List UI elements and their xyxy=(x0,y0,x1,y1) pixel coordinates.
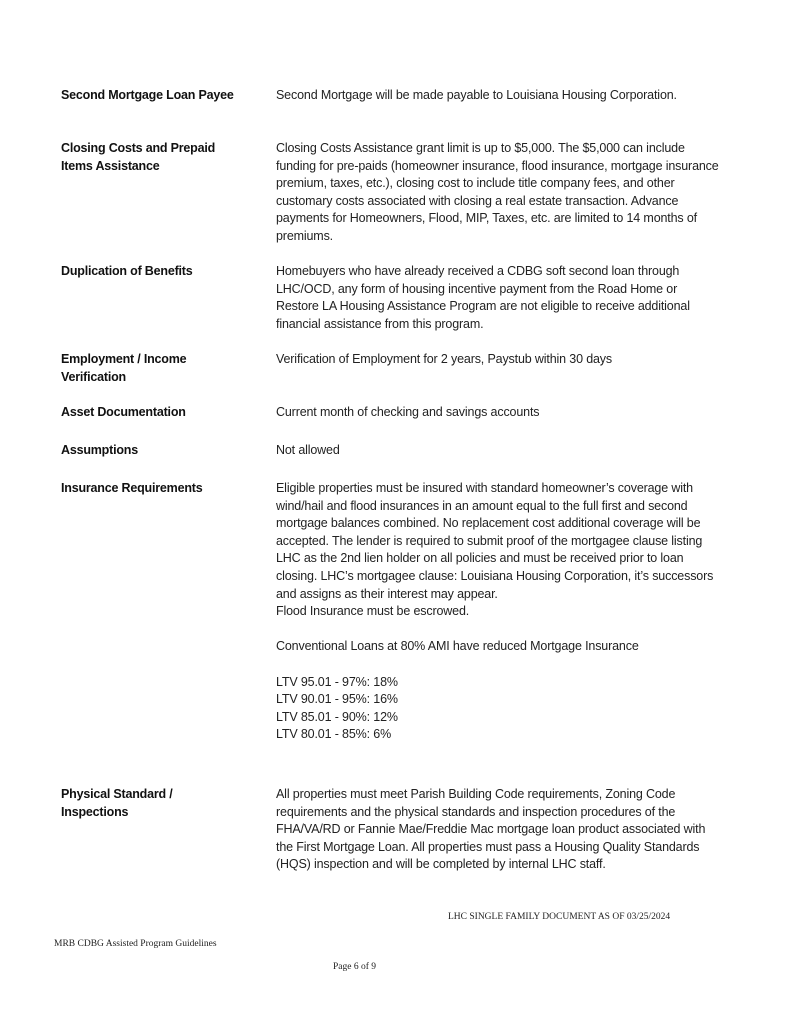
ltv-line: LTV 85.01 - 90%: 12% xyxy=(276,709,398,724)
row-label: Closing Costs and Prepaid Items Assistance xyxy=(61,141,216,173)
page-number: Page 6 of 9 xyxy=(333,962,377,972)
row-label: Employment / Income Verification xyxy=(61,352,187,384)
row-value: All properties must meet Parish Building Code requirements, Zoning Code requirements and the physical standards and inspection procedures of the FHA/VA/RD or Fannie Mae/Freddie Mac mortgage loan product associated with the First Mortgage Loan. All properties must pass a Housing Quality Standards (HQS) inspection and will be completed by internal LHC staff. xyxy=(276,787,706,872)
row-value: Second Mortgage will be made payable to Louisiana Housing Corporation. xyxy=(276,88,677,102)
row-value: Current month of checking and savings accounts xyxy=(276,405,540,419)
row-value: Not allowed xyxy=(276,443,340,457)
insurance-paragraph: Eligible properties must be insured with standard homeowner’s coverage with wind/hail and flood insurances in an amount equal to the full first and second mortgage balances combined. No replacement cost additional coverage will be accepted. The lender is required to submit proof of the mortgagee clause listing LHC as the 2nd lien holder on all policies and must be received prior to loan closing. LHC’s mortgagee clause: Louisiana Housing Corporation, it’s successors and assigns as their interest may appear. xyxy=(276,481,714,601)
row-label: Assumptions xyxy=(61,443,138,457)
flood-escrow-note: Flood Insurance must be escrowed. xyxy=(276,604,470,619)
row-label: Insurance Requirements xyxy=(61,481,203,495)
conventional-loans-note: Conventional Loans at 80% AMI have reduced Mortgage Insurance xyxy=(276,639,639,654)
row-value xyxy=(276,480,721,744)
row-label: Asset Documentation xyxy=(61,405,186,419)
row-value: Homebuyers who have already received a CDBG soft second loan through LHC/OCD, any form of housing incentive payment from the Road Home or Restore LA Housing Assistance Program are not eligible to receive additional financial assistance from this program. xyxy=(276,264,690,331)
row-label: Physical Standard / Inspections xyxy=(61,787,173,819)
footer-document-title: MRB CDBG Assisted Program Guidelines xyxy=(54,939,217,949)
row-value: Closing Costs Assistance grant limit is up to $5,000. The $5,000 can include funding for pre-paids (homeowner insurance, flood insurance, mortgage insurance premium, taxes, etc.), closing cost to include title company fees, and other customary costs associated with closing a real estate transaction. Advance payments for Homeowners, Flood, MIP, Taxes, etc. are limited to 14 months of premiums. xyxy=(276,141,719,243)
ltv-line: LTV 95.01 - 97%: 18% xyxy=(276,674,398,689)
ltv-line: LTV 90.01 - 95%: 16% xyxy=(276,692,398,707)
row-label: Duplication of Benefits xyxy=(61,264,193,278)
ltv-line: LTV 80.01 - 85%: 6% xyxy=(276,727,392,742)
row-value: Verification of Employment for 2 years, Paystub within 30 days xyxy=(276,352,613,366)
row-label: Second Mortgage Loan Payee xyxy=(61,88,234,102)
footer-document-date: LHC SINGLE FAMILY DOCUMENT AS OF 03/25/2024 xyxy=(448,912,671,922)
